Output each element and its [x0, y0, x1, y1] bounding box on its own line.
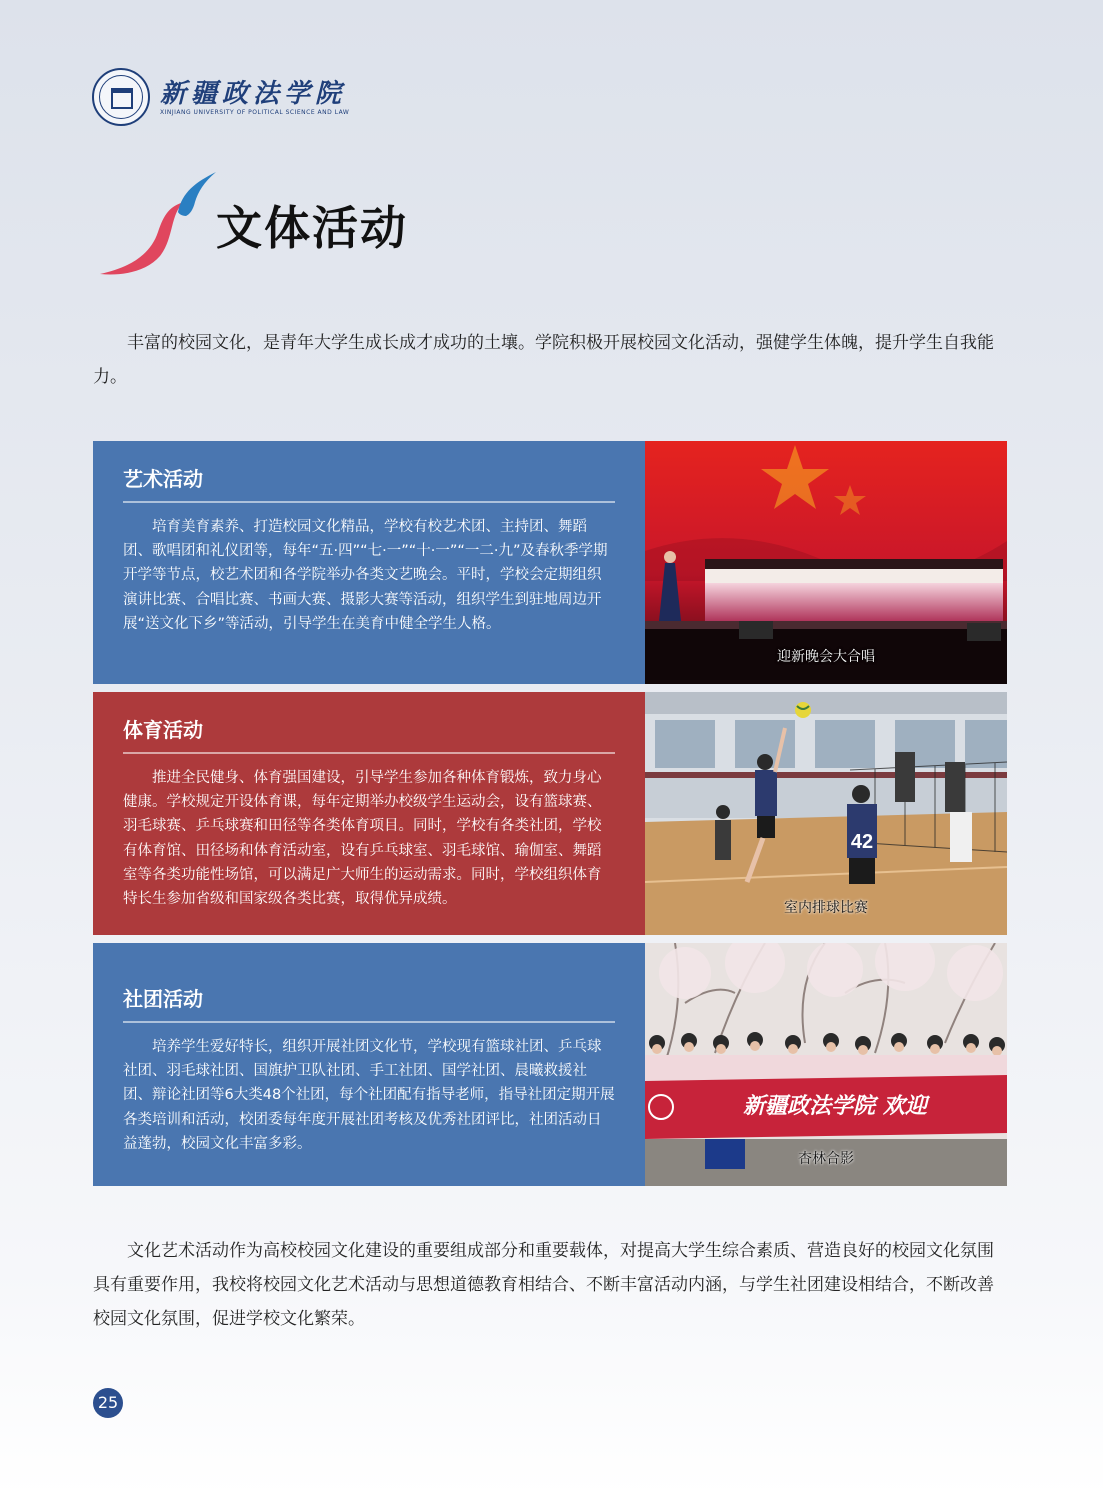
jersey-number: 42	[850, 831, 874, 853]
choir-photo-caption: 迎新晚会大合唱	[777, 649, 875, 665]
page-number-badge: 25	[93, 1388, 123, 1418]
art-activities-body: 培育美育素养、打造校园文化精品，学校有校艺术团、主持团、舞蹈团、歌唱团和礼仪团等，每年“五·四”“七·一”“十·一”“一二·九”及春秋季学期开学等节点，校艺术团和各学院举办各类文艺晚会。平时，学校会定期组织演讲比赛、合唱比赛、书画大赛、摄影大赛等活动，组织学生到驻地周边开展“送文化下乡”等活动，引导学生在美育中健全学生人格。	[123, 519, 608, 632]
page-title: 文体活动	[216, 201, 408, 255]
group-photo	[645, 943, 1007, 1186]
art-activities-panel	[93, 441, 645, 684]
title-swoosh-icon	[98, 168, 218, 280]
logo-english-name: XINJIANG UNIVERSITY OF POLITICAL SCIENCE AND LAW	[160, 108, 350, 116]
club-activities-body: 培养学生爱好特长，组织开展社团文化节，学校现有篮球社团、乒乓球社团、羽毛球社团、国旗护卫队社团、手工社团、国学社团、晨曦救援社团、辩论社团等6大类48个社团，每个社团配有指导老师，指导社团定期开展各类培训和活动，校团委每年度开展社团考核及优秀社团评比，社团活动日益蓬勃，校园文化丰富多彩。	[123, 1039, 615, 1152]
intro-paragraph: 丰富的校园文化，是青年大学生成长成才成功的土壤。学院积极开展校园文化活动，强健学生体魄，提升学生自我能力。	[93, 333, 994, 387]
logo-chinese-name: 新疆政法学院	[160, 78, 347, 109]
sports-activities-panel	[93, 692, 645, 935]
volleyball-photo	[645, 692, 1007, 935]
school-seal-icon	[92, 68, 150, 126]
volleyball-photo-caption: 室内排球比赛	[784, 900, 868, 916]
sports-activities-body: 推进全民健身、体育强国建设，引导学生参加各种体育锻炼，致力身心健康。学校规定开设体育课，每年定期举办校级学生运动会，设有篮球赛、羽毛球赛、乒乓球赛和田径等各类体育项目。同时，学校有各类社团，学校有体育馆、田径场和体育活动室，设有乒乓球室、羽毛球馆、瑜伽室、舞蹈室等各类功能性场馆，可以满足广大师生的运动需求。同时，学校组织体育特长生参加省级和国家级各类比赛，取得优异成绩。	[123, 770, 602, 908]
logo-text	[160, 79, 349, 116]
sports-activities-title: 体育活动	[123, 714, 615, 754]
club-activities-panel	[93, 943, 645, 1186]
group-photo-caption: 杏林合影	[798, 1151, 854, 1167]
art-activities-title: 艺术活动	[123, 463, 615, 503]
choir-photo	[645, 441, 1007, 684]
school-logo	[92, 68, 349, 126]
club-activities-title: 社团活动	[123, 983, 615, 1023]
closing-paragraph: 文化艺术活动作为高校校园文化建设的重要组成部分和重要载体，对提高大学生综合素质、营造良好的校园文化氛围具有重要作用，我校将校园文化艺术活动与思想道德教育相结合、不断丰富活动内涵，与学生社团建设相结合，不断改善校园文化氛围，促进学校文化繁荣。	[93, 1241, 994, 1329]
banner-text: 新疆政法学院 欢迎	[743, 1093, 927, 1119]
